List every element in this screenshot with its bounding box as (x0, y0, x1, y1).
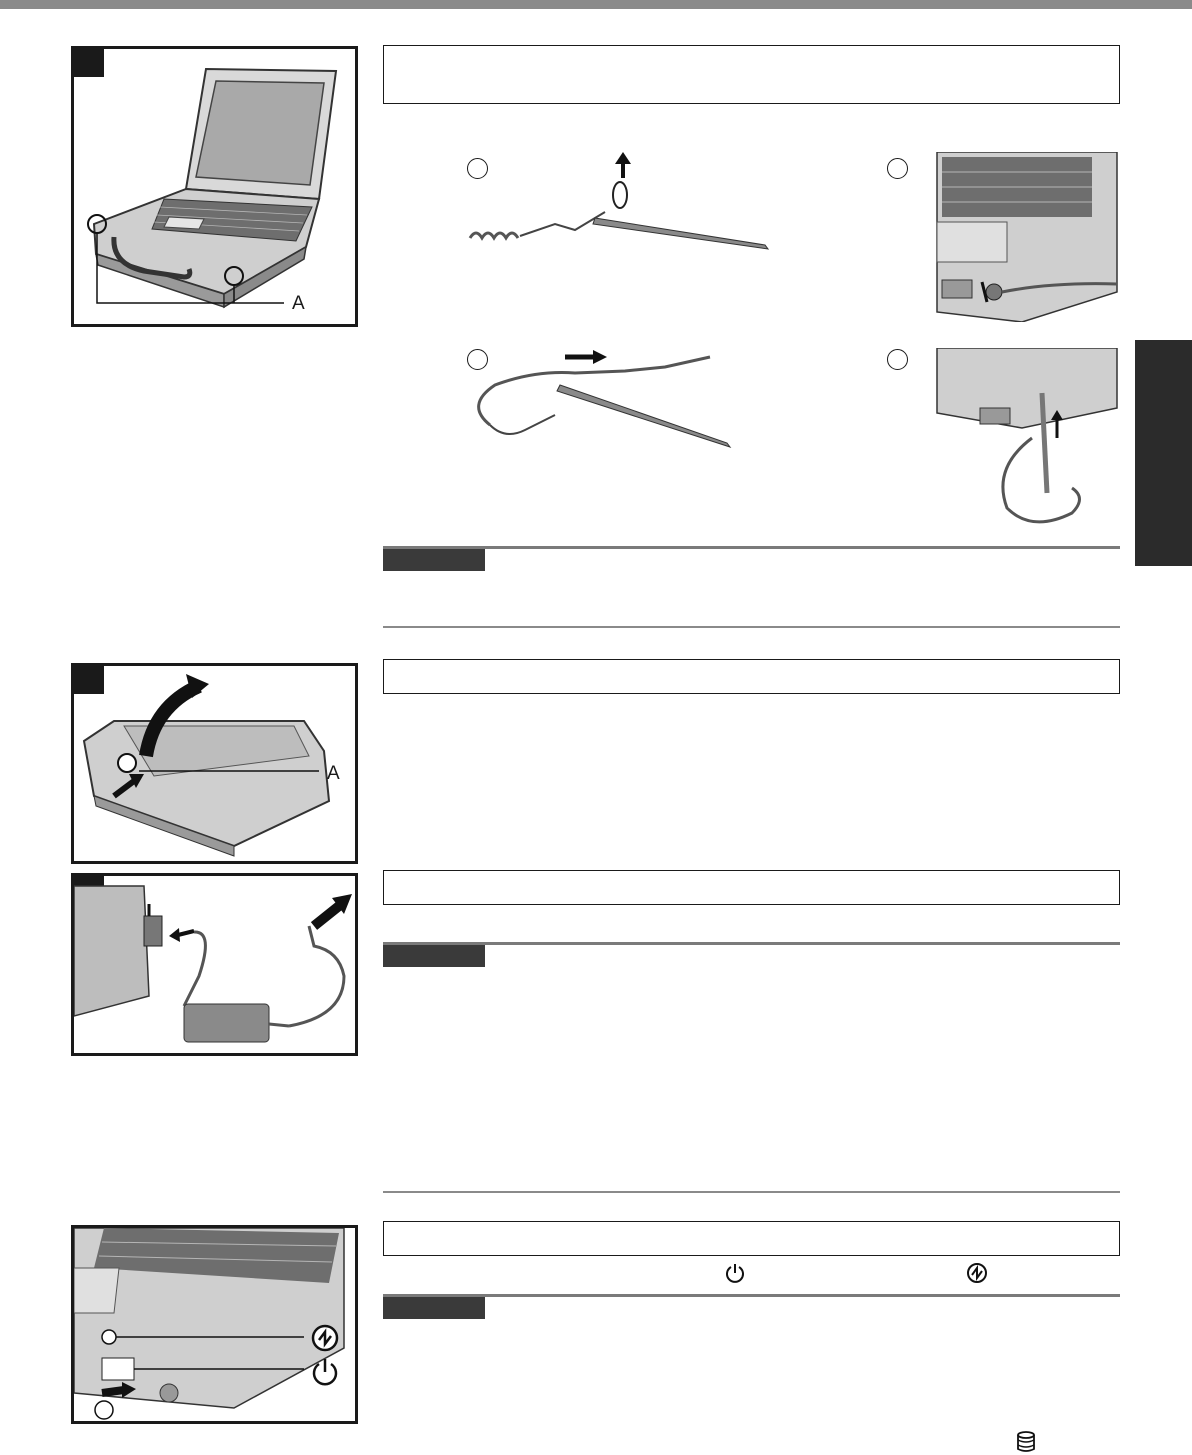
sub-step-marker (887, 158, 908, 179)
laptop-corner-illustration-2 (932, 348, 1122, 533)
ac-adaptor-illustration (74, 876, 355, 1053)
figure-ac-adaptor (71, 873, 358, 1056)
hdd-indicator-icon (1016, 1431, 1036, 1453)
note-1-tag (383, 549, 485, 571)
stylus-tether-illustration-1 (465, 150, 785, 260)
note-2-rule (383, 942, 1120, 945)
power-indicator-icon (966, 1262, 988, 1284)
callout-label-a: A (327, 763, 340, 784)
section-tab (1135, 340, 1192, 566)
power-icon (725, 1262, 745, 1284)
note-3-tag (383, 1297, 485, 1319)
stylus-tether-illustration-2 (465, 345, 745, 455)
note-3-rule (383, 1294, 1120, 1297)
power-icon (310, 1356, 340, 1388)
step-4-box (383, 1221, 1120, 1256)
figure-laptop-stylus-holders (71, 46, 358, 327)
step-1-box (383, 45, 1120, 104)
step-2-box (383, 659, 1120, 694)
header-bar (0, 0, 1192, 9)
figure-open-display (71, 663, 358, 864)
closed-laptop-illustration (74, 666, 355, 861)
section-divider (383, 626, 1120, 628)
note-1-rule (383, 546, 1120, 549)
callout-label-a: A (292, 293, 305, 314)
laptop-illustration (74, 49, 355, 324)
section-divider (383, 1191, 1120, 1193)
laptop-corner-illustration-1 (932, 152, 1122, 322)
note-2-tag (383, 945, 485, 967)
power-indicator-icon (310, 1323, 340, 1353)
figure-power-switch (71, 1225, 358, 1424)
step-3-box (383, 870, 1120, 905)
sub-step-marker (887, 349, 908, 370)
